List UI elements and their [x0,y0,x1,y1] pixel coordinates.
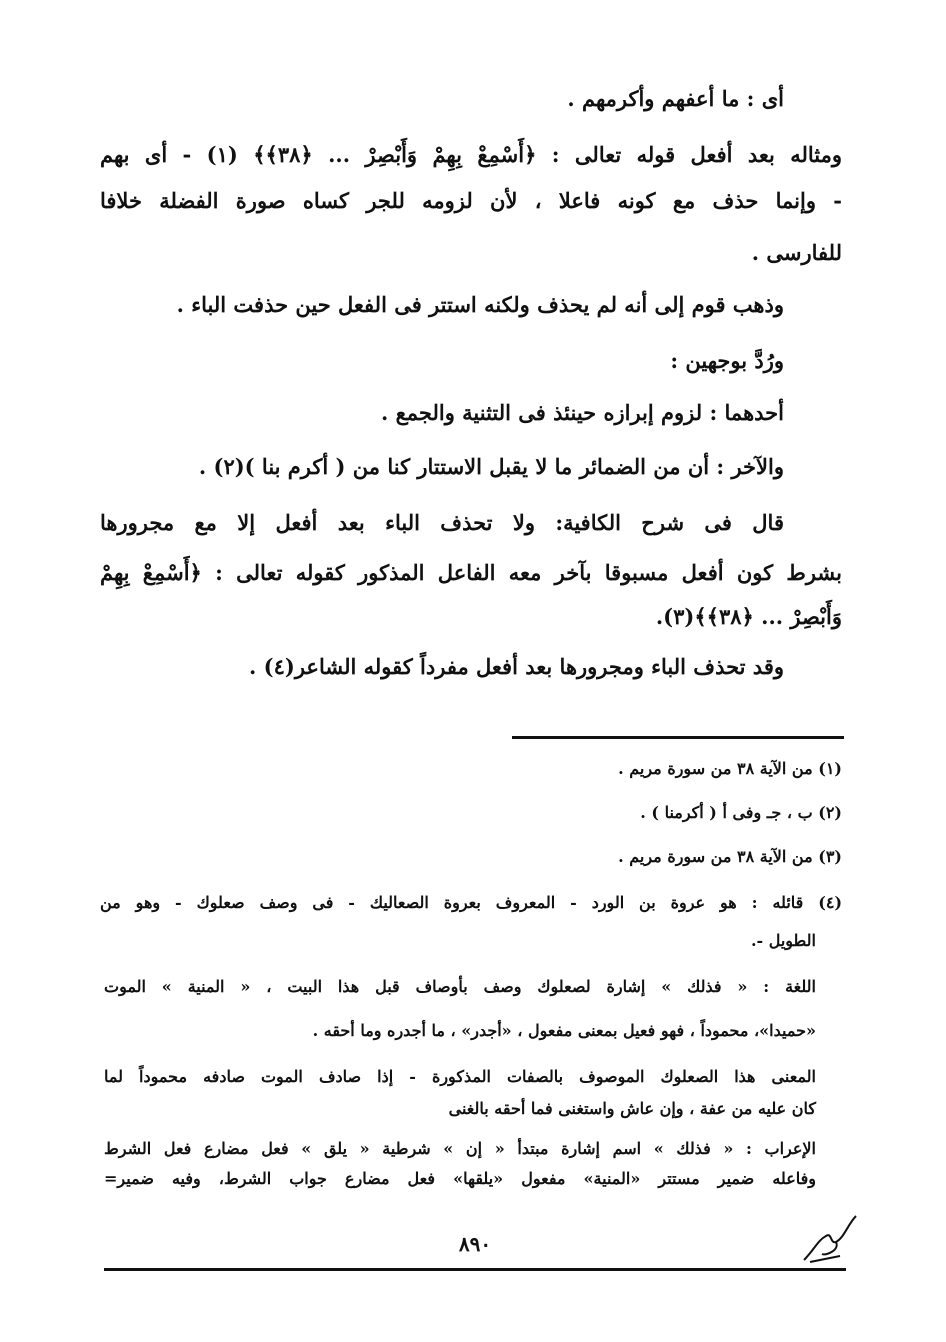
body-line-7: أحدهما : لزوم إبرازه حينئذ فى التثنية والجمع . [380,400,784,425]
lugha-line-2: «حميدا»، محموداً ، فهو فعيل بمعنى مفعول ، «أجدر» ، ما أجدره وما أحقه . [312,1021,816,1040]
body-line-1: أى : ما أعفهم وأكرمهم . [567,86,784,111]
body-line-12: وقد تحذف الباء ومجرورها بعد أفعل مفرداً كقوله الشاعر(٤) . [249,654,784,679]
body-line-3: - وإنما حذف مع كونه فاعلا ، لأن لزومه للجر كساه صورة الفضلة خلافا [100,188,842,213]
signature-scribble-icon [796,1210,866,1270]
body-line-8: والآخر : أن من الضمائر ما لا يقبل الاستتار كنا من ( أكرم بنا )(٢) . [198,454,784,479]
body-line-2: ومثاله بعد أفعل قوله تعالى : ﴿أَسْمِعْ بِهِمْ وَأَبْصِرْ ... ﴿٣٨﴾﴾ (١) - أى بهم [100,142,843,167]
body-line-9: قال فى شرح الكافية: ولا تحذف الباء بعد أفعل إلا مع مجرورها [100,510,784,535]
lugha-line-1: اللغة : « فذلك » إشارة لصعلوك وصف بأوصاف قبل هذا البيت ، « المنية » الموت [104,977,816,996]
body-line-10: بشرط كون أفعل مسبوقا بآخر معه الفاعل المذكور كقوله تعالى : ﴿أَسْمِعْ بِهِمْ [100,560,842,585]
footnote-4-line-1: (٤) قائله : هو عروة بن الورد - المعروف بعروة الصعاليك - فى وصف صعلوك - وهو من [100,893,843,912]
irab-line-1: الإعراب : « فذلك » اسم إشارة مبتدأ « إن » شرطية « يلق » فعل مضارع فعل الشرط [104,1139,816,1158]
footnote-separator [512,736,844,739]
footnote-4-line-2: الطويل -. [750,931,816,950]
body-line-11: وَأَبْصِرْ ... ﴿٣٨﴾﴾(٣). [655,604,842,629]
maana-line-1: المعنى هذا الصعلوك الموصوف بالصفات المذكورة - إذا صادف الموت صادفه محموداً لما [104,1067,816,1086]
body-line-6: ورُدَّ بوجهين : [670,348,784,373]
body-line-4: للفارسى . [751,240,842,265]
body-line-5: وذهب قوم إلى أنه لم يحذف ولكنه استتر فى الفعل حين حذفت الباء . [176,292,784,317]
bottom-rule [104,1268,846,1271]
maana-line-2: كان عليه من عفة ، وإن عاش واستغنى فما أحقه بالغنى [448,1099,816,1118]
page-number: ٨٩٠ [458,1232,492,1256]
footnote-3: (٣) من الآية ٣٨ من سورة مريم . [618,847,842,866]
footnote-2: (٢) ب ، جـ وفى أ ( أكرمنا ) . [640,803,842,822]
footnote-1: (١) من الآية ٣٨ من سورة مريم . [618,759,842,778]
irab-line-2: وفاعله ضمير مستتر «المنية» مفعول «يلقها» فعل مضارع جواب الشرط، وفيه ضمير= [104,1169,816,1188]
